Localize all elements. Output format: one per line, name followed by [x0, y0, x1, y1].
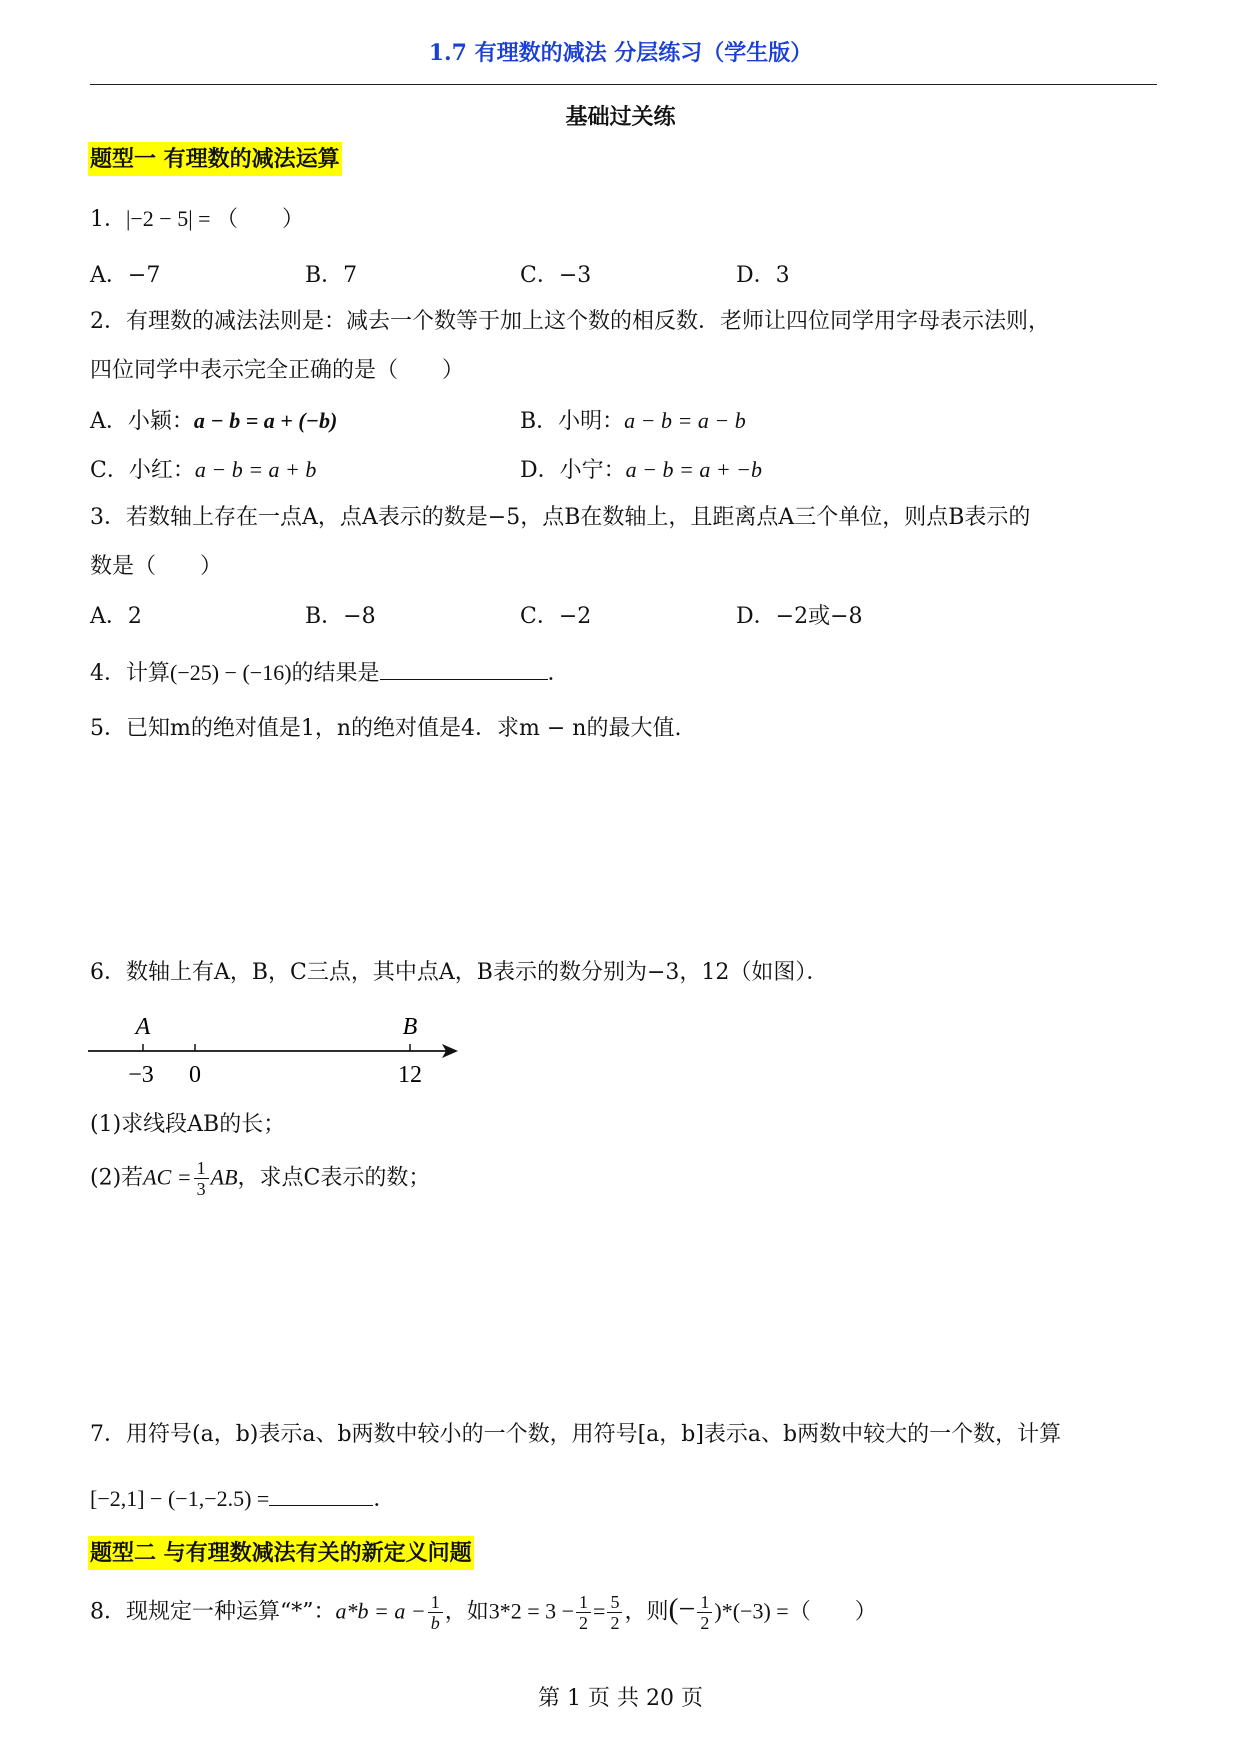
fraction-numerator: 1: [576, 1592, 591, 1613]
question-2-line-2: 四位同学中表示完全正确的是（ ）: [90, 358, 465, 383]
question-expression: AB: [210, 1164, 238, 1190]
question-text: 8．现规定一种运算“*”：: [90, 1599, 336, 1625]
question-8: [90, 1592, 877, 1633]
question-7-line-1: 7．用符号(a，b)表示a、b两数中较小的一个数，用符号[a，b]表示a、b两数中较大的一个数，计算: [90, 1422, 1062, 1447]
fraction-numerator: 1: [697, 1592, 712, 1613]
question-text: ．: [373, 1487, 396, 1512]
question-expression: (−25) − (−16): [170, 660, 292, 685]
tick-label-b: 12: [398, 1062, 422, 1088]
fraction-numerator: 1: [194, 1158, 209, 1179]
q1-option-d: D．3: [736, 263, 790, 288]
q1-option-b: B．7: [305, 263, 358, 288]
point-a-label: A: [135, 1014, 151, 1040]
question-type-banner-1: [88, 142, 342, 173]
question-expression: =: [593, 1598, 606, 1624]
question-text: (2)若: [90, 1165, 144, 1191]
fraction: [697, 1592, 712, 1633]
answer-blank[interactable]: [380, 679, 548, 680]
fraction-denominator: 2: [610, 1613, 620, 1633]
page-header-title: 1.7 有理数的减法 分层练习（学生版）: [428, 40, 813, 66]
question-3-line-1: 3．若数轴上存在一点A，点A表示的数是−5，点B在数轴上，且距离点A三个单位，则点B表示的: [90, 505, 1031, 530]
q2-option-c: [90, 455, 316, 486]
question-text: 4．计算: [90, 661, 170, 686]
header-divider: [90, 84, 1157, 85]
fraction-numerator: 5: [607, 1592, 622, 1613]
question-6-part-2: [90, 1158, 430, 1199]
q1-option-a: A．−7: [90, 263, 161, 288]
question-expression: (−: [668, 1592, 696, 1626]
fraction-denominator: 3: [196, 1179, 206, 1199]
question-expression: AC =: [143, 1164, 192, 1190]
answer-blank[interactable]: [269, 1505, 373, 1506]
question-text: ，则: [624, 1599, 669, 1625]
tick-label-a: −3: [128, 1062, 154, 1088]
q3-option-c: C．−2: [520, 604, 592, 629]
question-text: ，求点C表示的数；: [237, 1165, 431, 1191]
question-type-banner-2: [88, 1536, 474, 1567]
question-expression: 3*2 = 3 −: [488, 1598, 575, 1624]
fraction: [607, 1592, 622, 1633]
q1-option-c: C．−3: [520, 263, 592, 288]
number-line-figure: [84, 1002, 464, 1098]
q2-option-d: [520, 455, 762, 486]
option-label: A．小颖：: [90, 409, 194, 434]
option-label: B．小明：: [520, 409, 625, 434]
question-text: ，如: [444, 1599, 489, 1625]
question-6-line-1: 6．数轴上有A，B，C三点，其中点A，B表示的数分别为−3，12（如图）．: [90, 960, 829, 985]
question-expression: )*(−3) =: [714, 1598, 789, 1624]
question-text: （ ）: [788, 1599, 877, 1625]
fraction: [428, 1592, 443, 1633]
question-number: 1．: [90, 207, 126, 232]
question-text: ．: [547, 661, 570, 686]
option-expression: a − b = a − b: [624, 408, 746, 433]
fraction-numerator: 1: [428, 1592, 443, 1613]
q3-option-d: D．−2或−8: [736, 604, 863, 629]
page-footer: 第 1 页 共 20 页: [538, 1686, 703, 1711]
q2-option-a: [90, 406, 337, 437]
option-expression: a − b = a + b: [194, 457, 317, 482]
question-3-line-2: 数是（ ）: [90, 554, 223, 579]
tick-label-zero: 0: [189, 1062, 201, 1088]
fraction-denominator: 2: [700, 1613, 710, 1633]
section-title: 基础过关练: [565, 104, 676, 130]
question-7-line-2: [90, 1484, 395, 1515]
type-banner-label: 题型一 有理数的减法运算: [88, 142, 342, 176]
q3-option-b: B．−8: [305, 604, 376, 629]
fraction-denominator: 2: [579, 1613, 589, 1633]
question-expression: |−2 − 5| = （ ）: [126, 206, 305, 231]
fraction: [194, 1158, 209, 1199]
option-label: D．小宁：: [520, 458, 626, 483]
option-label: C．小红：: [90, 458, 195, 483]
question-6-part-1: (1)求线段AB的长；: [90, 1112, 286, 1137]
q3-option-a: A．2: [90, 604, 142, 629]
type-banner-label: 题型二 与有理数减法有关的新定义问题: [88, 1536, 474, 1570]
question-expression: [−2,1] − (−1,−2.5) =: [90, 1486, 270, 1511]
question-5: 5．已知m的绝对值是1，n的绝对值是4．求m − n的最大值.: [90, 716, 682, 741]
fraction: [576, 1592, 591, 1633]
question-expression: a*b = a −: [335, 1598, 426, 1624]
option-expression: a − b = a + −b: [625, 457, 763, 482]
point-b-label: B: [402, 1014, 418, 1040]
question-text: 的结果是: [291, 661, 380, 686]
q2-option-b: [520, 406, 746, 437]
question-1-stem: [90, 204, 304, 235]
option-expression: a − b = a + (−b): [193, 408, 338, 433]
question-2-line-1: 2．有理数的减法法则是：减去一个数等于加上这个数的相反数．老师让四位同学用字母表示法则，: [90, 309, 1051, 334]
question-4: [90, 658, 570, 689]
fraction-denominator: b: [430, 1613, 440, 1633]
